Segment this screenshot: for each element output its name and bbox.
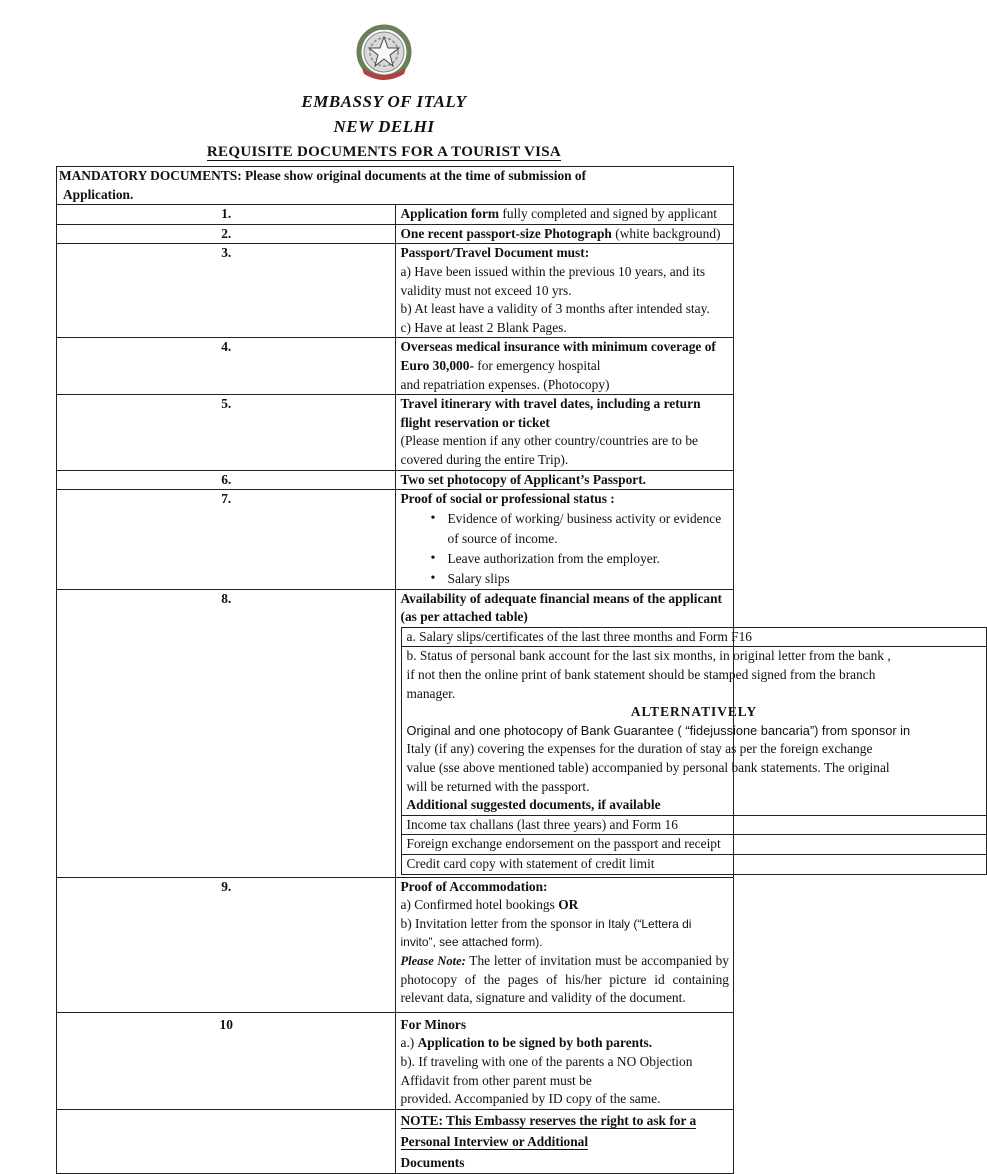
embassy-city: NEW DELHI <box>333 117 435 136</box>
item-text: Proof of social or professional status : • Evidence of working/ business activity or evidence of source of income. • Leave authorization from the employer. • Salary slips <box>395 490 734 590</box>
table-row <box>57 244 734 338</box>
item-number: 3. <box>57 244 396 338</box>
table-row <box>57 205 734 225</box>
item-text: For Minors a.) Application to be signed by both parents. b). If traveling with one of the parents a NO Objection Affidavit from other parent must be provided. Accompanied by ID copy of the same. <box>395 1012 734 1109</box>
item-number: 9. <box>57 877 396 1012</box>
requirements-table <box>56 166 911 1174</box>
table-row <box>57 167 734 205</box>
item-text: Passport/Travel Document must: a) Have been issued within the previous 10 years, and its validity must not exceed 10 yrs. b) At least have a validity of 3 months after intended stay. c) Have at least 2 Blank Pages. <box>395 244 734 338</box>
table-row <box>57 589 734 877</box>
list-item: • Evidence of working/ business activity or evidence of source of income. <box>431 509 730 549</box>
status-proof-list <box>401 509 730 589</box>
item-text: Proof of Accommodation: a) Confirmed hotel bookings OR b) Invitation letter from the sponsor in Italy (“Lettera di invito”, see attached form). Please Note: The letter of invitation must be accompanied by photocopy of the pages of his/her picture id containing relevant data, signature and validity of the document. <box>395 877 734 1012</box>
table-row <box>57 338 734 395</box>
item-number: 4. <box>57 338 396 395</box>
item-number: 2. <box>57 224 396 244</box>
table-row <box>401 855 986 875</box>
table-row <box>57 395 734 470</box>
list-item: • Leave authorization from the employer. <box>431 549 730 569</box>
table-cell: Credit card copy with statement of credit limit <box>401 855 986 875</box>
table-row <box>401 815 986 835</box>
table-row <box>57 877 734 1012</box>
table-row <box>57 490 734 590</box>
item-text: Availability of adequate financial means of the applicant (as per attached table) a. Salary slips/certificates of the last three months and Form F16 b. Status of personal bank account for the last six months, in original letter from the bank , if not then the online print of bank statement should be stamped signed from the branch manager. ALTERNATIVELY Original and one photocopy of Bank Guarantee ( “fidejussione bancaria”) from sponsor in Italy (if any) covering the expenses for the duration of stay as per the foreign exchange value (sse above mentioned table) accompanied by personal bank statements. The original will be returned with the passport. Additional suggested documents, if available Income tax challans (last three years) and Form 16 Foreign exchange endorsement on the passport and receipt Credit card copy with statement of credit limit <box>395 589 734 877</box>
table-cell: Income tax challans (last three years) and Form 16 <box>401 815 986 835</box>
item-text: Travel itinerary with travel dates, including a return flight reservation or ticket (Please mention if any other country/countries are to be covered during the entire Trip). <box>395 395 734 470</box>
item-text: One recent passport-size Photograph (white background) <box>395 224 734 244</box>
table-row <box>57 470 734 490</box>
table-row <box>401 835 986 855</box>
item-number: 10 <box>57 1012 396 1109</box>
item-number: 8. <box>57 589 396 877</box>
table-row <box>57 1012 734 1109</box>
item-text: Application form fully completed and signed by applicant <box>395 205 734 225</box>
alternatively-label: ALTERNATIVELY <box>630 704 758 720</box>
table-row <box>401 647 986 815</box>
table-row <box>401 627 986 647</box>
table-row <box>57 224 734 244</box>
embassy-title: EMBASSY OF ITALY <box>301 92 467 111</box>
table-cell: Foreign exchange endorsement on the passport and receipt <box>401 835 986 855</box>
document-title: REQUISITE DOCUMENTS FOR A TOURIST VISA <box>206 144 562 160</box>
table-cell: a. Salary slips/certificates of the last three months and Form F16 <box>401 627 986 647</box>
financial-means-table <box>401 627 987 875</box>
item-number: 6. <box>57 470 396 490</box>
italian-republic-emblem-icon <box>348 22 420 84</box>
embassy-note: NOTE: This Embassy reserves the right to ask for a Personal Interview or Additional Documents <box>395 1109 734 1173</box>
table-row <box>57 1109 734 1173</box>
item-number: 1. <box>57 205 396 225</box>
item-number: 5. <box>57 395 396 470</box>
table-cell: b. Status of personal bank account for the last six months, in original letter from the bank , if not then the online print of bank statement should be stamped signed from the branch manager. ALTERNATIVELY Original and one photocopy of Bank Guarantee ( “fidejussione bancaria”) from sponsor in Italy (if any) covering the expenses for the duration of stay as per the foreign exchange value (sse above mentioned table) accompanied by personal bank statements. The original will be returned with the passport. Additional suggested documents, if available <box>401 647 986 815</box>
item-text: Overseas medical insurance with minimum coverage of Euro 30,000- for emergency hospital and repatriation expenses. (Photocopy) <box>395 338 734 395</box>
mandatory-heading: MANDATORY DOCUMENTS: Please show original documents at the time of submission of Application. <box>57 167 734 205</box>
list-item: • Salary slips <box>431 569 730 589</box>
item-text: Two set photocopy of Applicant’s Passport. <box>395 470 734 490</box>
item-number: 7. <box>57 490 396 590</box>
